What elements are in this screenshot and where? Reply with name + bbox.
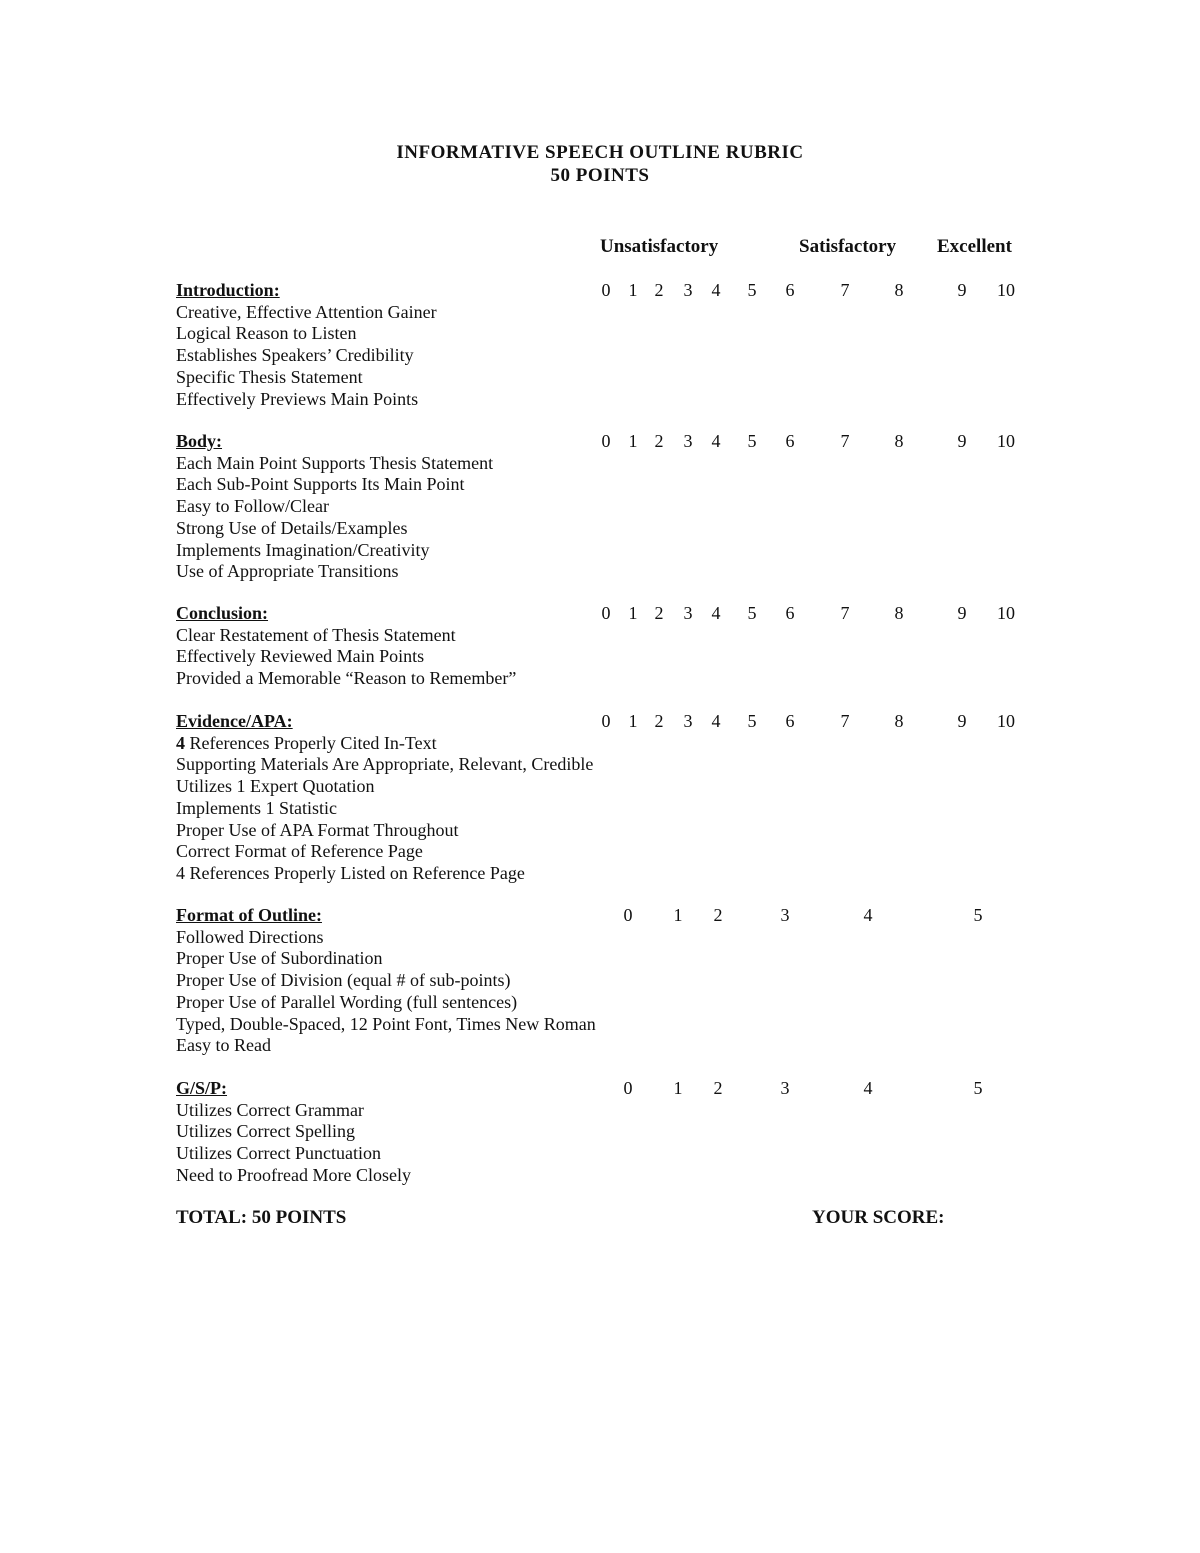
criterion: Creative, Effective Attention Gainer [176,301,437,322]
score-option: 2 [654,711,664,731]
criterion: Each Sub-Point Supports Its Main Point [176,474,465,495]
score-option: 4 [711,711,721,731]
criterion: 4 References Properly Listed on Reference Page [176,862,525,883]
criterion: Typed, Double-Spaced, 12 Point Font, Times New Roman [176,1013,596,1034]
score-option: 4 [863,1078,873,1098]
criterion: Effectively Previews Main Points [176,388,419,409]
score-option: 5 [747,431,757,451]
criteria-list [176,625,516,690]
your-score-label: YOUR SCORE: [812,1207,945,1228]
score-option: 7 [840,603,850,623]
score-option: 10 [997,711,1015,731]
score-option: 3 [683,711,693,731]
score-option: 5 [747,711,757,731]
score-option: 4 [711,431,721,451]
criteria-list [176,927,596,1057]
score-option: 3 [780,905,790,925]
criterion: Correct Format of Reference Page [176,841,423,862]
criterion: Followed Directions [176,926,324,947]
score-option: 9 [957,603,967,623]
score-option: 3 [683,431,693,451]
criterion-count: 4 [176,732,185,753]
criterion: Each Main Point Supports Thesis Statement [176,452,494,473]
criterion: Utilizes Correct Punctuation [176,1143,381,1164]
criterion: Proper Use of Subordination [176,948,383,969]
score-option: 2 [654,603,664,623]
criterion: Utilizes Correct Spelling [176,1121,355,1142]
criterion: Provided a Memorable “Reason to Remember” [176,668,517,689]
criterion: Supporting Materials Are Appropriate, Relevant, Credible [176,754,594,775]
section-heading: Conclusion: [176,603,269,623]
score-option: 10 [997,603,1015,623]
column-satisfactory: Satisfactory [799,236,897,257]
column-excellent: Excellent [937,236,1012,257]
score-option: 4 [711,603,721,623]
score-option: 8 [894,280,904,300]
section-heading: G/S/P: [176,1078,228,1098]
score-option: 8 [894,711,904,731]
score-option: 2 [713,905,723,925]
score-option: 0 [601,603,611,623]
score-option: 10 [997,280,1015,300]
criterion: Proper Use of Parallel Wording (full sentences) [176,991,518,1012]
section-heading: Body: [176,431,223,451]
criterion: Need to Proofread More Closely [176,1164,411,1185]
score-option: 2 [654,280,664,300]
score-option: 2 [713,1078,723,1098]
criteria-list [176,1100,411,1187]
criterion: Logical Reason to Listen [176,323,357,344]
criterion-text: References Properly Cited In-Text [185,732,437,753]
score-option: 4 [711,280,721,300]
column-unsatisfactory: Unsatisfactory [600,236,719,257]
score-option: 0 [601,711,611,731]
criterion: Effectively Reviewed Main Points [176,646,425,667]
score-option: 1 [673,905,683,925]
score-option: 10 [997,431,1015,451]
score-option: 6 [785,603,795,623]
criterion: Proper Use of APA Format Throughout [176,819,459,840]
document-subtitle: 50 POINTS [550,165,650,186]
criteria-list [176,453,493,583]
criterion: Proper Use of Division (equal # of sub-points) [176,970,511,991]
score-option: 2 [654,431,664,451]
score-option: 6 [785,431,795,451]
criteria-list [176,302,437,411]
criterion: Use of Appropriate Transitions [176,561,399,582]
score-option: 6 [785,280,795,300]
score-option: 1 [628,711,638,731]
document-title: INFORMATIVE SPEECH OUTLINE RUBRIC [396,142,804,163]
section-heading: Evidence/APA: [176,711,293,731]
score-option: 4 [863,905,873,925]
score-option: 0 [623,905,633,925]
score-option: 5 [747,280,757,300]
criterion: Implements Imagination/Creativity [176,539,430,560]
score-option: 0 [623,1078,633,1098]
total-points: TOTAL: 50 POINTS [176,1207,347,1228]
score-option: 6 [785,711,795,731]
criterion: Implements 1 Statistic [176,797,337,818]
criterion: Utilizes Correct Grammar [176,1099,364,1120]
criterion: Clear Restatement of Thesis Statement [176,624,456,645]
score-option: 8 [894,603,904,623]
criteria-list [176,733,593,885]
criterion: Utilizes 1 Expert Quotation [176,776,375,797]
score-option: 3 [683,603,693,623]
criterion: Easy to Read [176,1035,271,1056]
score-option: 1 [628,280,638,300]
criterion [176,733,593,755]
score-option: 3 [683,280,693,300]
score-option: 0 [601,431,611,451]
score-option: 8 [894,431,904,451]
score-option: 1 [673,1078,683,1098]
score-option: 7 [840,280,850,300]
score-option: 5 [747,603,757,623]
score-option: 9 [957,280,967,300]
score-option: 1 [628,431,638,451]
criterion: Specific Thesis Statement [176,366,363,387]
score-option: 9 [957,711,967,731]
criterion: Easy to Follow/Clear [176,496,329,517]
score-option: 7 [840,711,850,731]
score-option: 7 [840,431,850,451]
score-option: 5 [973,905,983,925]
score-option: 5 [973,1078,983,1098]
score-option: 9 [957,431,967,451]
score-option: 3 [780,1078,790,1098]
section-heading: Introduction: [176,280,280,300]
criterion: Strong Use of Details/Examples [176,517,408,538]
section-heading: Format of Outline: [176,905,322,925]
score-option: 1 [628,603,638,623]
criterion: Establishes Speakers’ Credibility [176,345,414,366]
score-option: 0 [601,280,611,300]
